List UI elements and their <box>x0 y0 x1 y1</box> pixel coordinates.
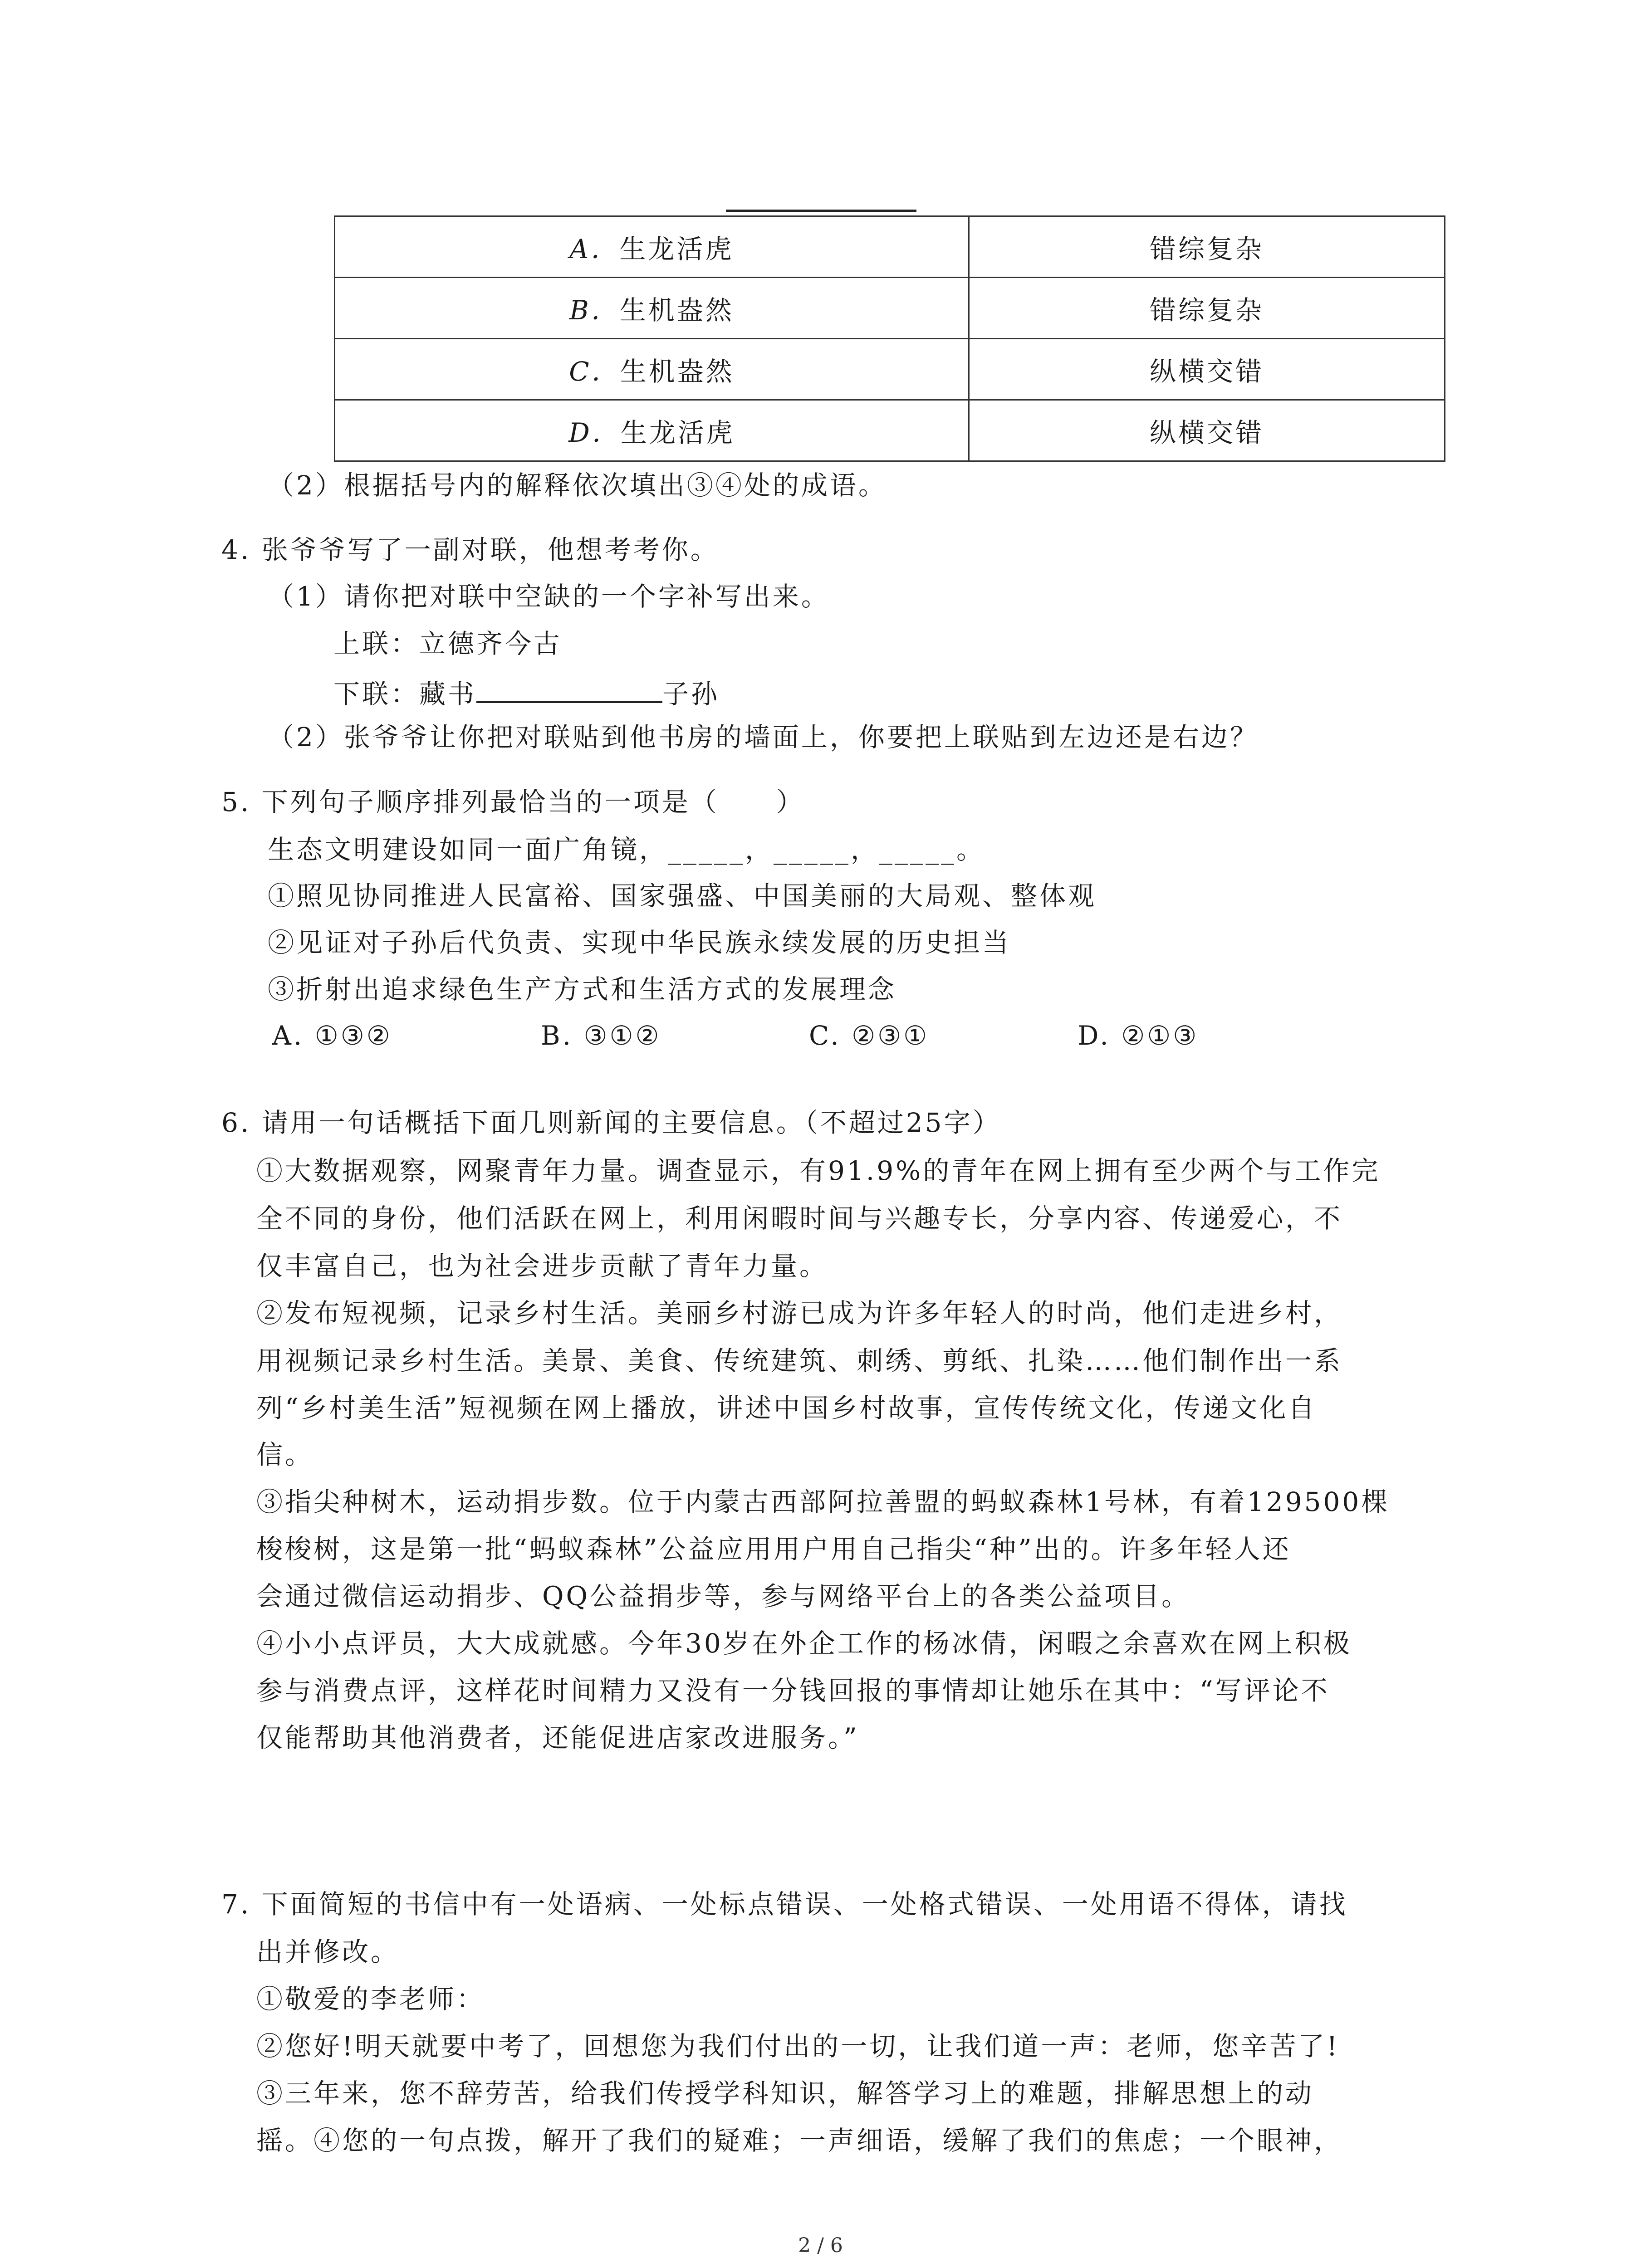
q6-line: 信。 <box>256 1439 314 1470</box>
table-row <box>335 278 1445 339</box>
q4-upper-couplet: 上联：立德齐今古 <box>333 628 563 659</box>
q5-sentence-2: ②见证对子孙后代负责、实现中华民族永续发展的历史担当 <box>268 927 1011 958</box>
q7-letter-line: ③三年来，您不辞劳苦，给我们传授学科知识，解答学习上的难题，排解思想上的动 <box>256 2078 1314 2109</box>
table-cell: A．生龙活虎 <box>335 216 969 278</box>
q6-line: ②发布短视频，记录乡村生活。美丽乡村游已成为许多年轻人的时尚，他们走进乡村， <box>256 1298 1343 1329</box>
q6-line: 参与消费点评，这样花时间精力又没有一分钱回报的事情却让她乐在其中：“写评论不 <box>256 1675 1330 1706</box>
q5-sentence-3: ③折射出追求绿色生产方式和生活方式的发展理念 <box>268 974 897 1005</box>
q4-lower-prefix: 下联：藏书 <box>333 679 477 709</box>
answer-blank-line <box>726 210 916 212</box>
q4-sub1: （1）请你把对联中空缺的一个字补写出来。 <box>268 581 830 612</box>
q4-lower-couplet <box>333 676 720 710</box>
q7-letter-line: 摇。④您的一句点拨，解开了我们的疑难；一声细语，缓解了我们的焦虑；一个眼神， <box>256 2125 1343 2156</box>
q6-line: 全不同的身份，他们活跃在网上，利用闲暇时间与兴趣专长，分享内容、传递爱心，不 <box>256 1203 1343 1234</box>
q7-letter-line: ②您好!明天就要中考了，回想您为我们付出的一切，让我们道一声：老师，您辛苦了! <box>256 2031 1340 2062</box>
table-cell: 纵横交错 <box>969 400 1445 461</box>
page-number: 2 / 6 <box>798 2234 843 2257</box>
q5-option-b[interactable]: B. ③①② <box>541 1020 661 1051</box>
q6-line: ①大数据观察，网聚青年力量。调查显示，有91.9%的青年在网上拥有至少两个与工作完 <box>256 1155 1381 1186</box>
q6-line: 梭梭树，这是第一批“蚂蚁森林”公益应用用户用自己指尖“种”出的。许多年轻人还 <box>256 1534 1291 1564</box>
q7-stem: 7. 下面简短的书信中有一处语病、一处标点错误、一处格式错误、一处用语不得体，请找 <box>221 1889 1348 1920</box>
q6-line: 仅丰富自己，也为社会进步贡献了青年力量。 <box>256 1251 828 1281</box>
q7-letter-line: ①敬爱的李老师： <box>256 1984 485 2014</box>
q6-line: ③指尖种树木，运动捐步数。位于内蒙古西部阿拉善盟的蚂蚁森林1号林，有着129500棵 <box>256 1486 1390 1517</box>
table-row <box>335 216 1445 278</box>
q6-stem: 6. 请用一句话概括下面几则新闻的主要信息。（不超过25字） <box>221 1107 1001 1138</box>
table-cell: 错综复杂 <box>969 278 1445 339</box>
table-cell: D．生龙活虎 <box>335 400 969 461</box>
q6-line: 列“乡村美生活”短视频在网上播放，讲述中国乡村故事，宣传传统文化，传递文化自 <box>256 1393 1317 1423</box>
q5-option-c[interactable]: C. ②③① <box>809 1020 930 1051</box>
q3-sub2: （2）根据括号内的解释依次填出③④处的成语。 <box>268 470 887 501</box>
q6-line: 仅能帮助其他消费者，还能促进店家改进服务。” <box>256 1722 859 1753</box>
table-cell: B．生机盎然 <box>335 278 969 339</box>
q5-option-d[interactable]: D. ②①③ <box>1078 1020 1199 1051</box>
q7-stem-cont: 出并修改。 <box>256 1936 400 1967</box>
table-cell: C．生机盎然 <box>335 339 969 400</box>
q4-sub2: （2）张爷爷让你把对联贴到他书房的墙面上，你要把上联贴到左边还是右边？ <box>268 722 1259 753</box>
couplet-answer-blank[interactable] <box>476 676 662 703</box>
q5-sentence-1: ①照见协同推进人民富裕、国家强盛、中国美丽的大局观、整体观 <box>268 880 1097 911</box>
q4-stem: 4. 张爷爷写了一副对联，他想考考你。 <box>221 534 719 565</box>
table-row <box>335 339 1445 400</box>
q5-stem: 5. 下列句子顺序排列最恰当的一项是（ ） <box>221 787 805 817</box>
table-cell: 错综复杂 <box>969 216 1445 278</box>
q6-line: 会通过微信运动捐步、QQ公益捐步等，参与网络平台上的各类公益项目。 <box>256 1581 1190 1612</box>
q4-lower-suffix: 子孙 <box>662 679 720 709</box>
table-cell: 纵横交错 <box>969 339 1445 400</box>
table-row <box>335 400 1445 461</box>
q5-option-a[interactable]: A. ①③② <box>272 1020 392 1051</box>
q6-line: ④小小点评员，大大成就感。今年30岁在外企工作的杨冰倩，闲暇之余喜欢在网上积极 <box>256 1628 1352 1659</box>
q5-intro: 生态文明建设如同一面广角镜，_____，_____，_____。 <box>268 834 985 865</box>
q3-choice-table <box>334 215 1445 462</box>
q6-line: 用视频记录乡村生活。美景、美食、传统建筑、刺绣、剪纸、扎染……他们制作出一系 <box>256 1345 1343 1376</box>
